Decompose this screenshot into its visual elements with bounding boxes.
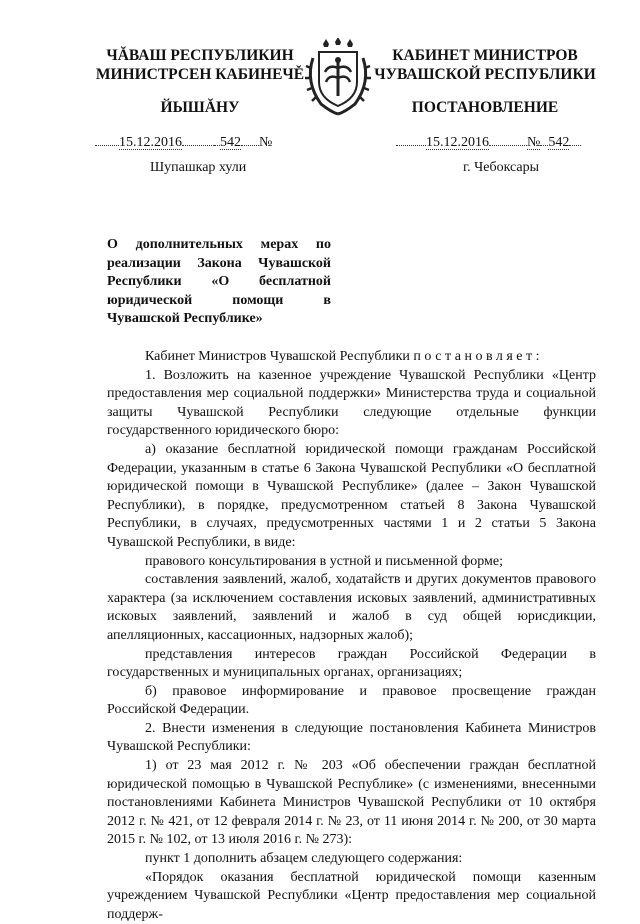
chuvash-emblem-icon	[301, 38, 375, 118]
paragraph-1a-item-2: составления заявлений, жалоб, ходатайств и других документов правового характера (за исключением составления исковых заявлений, административных исковых заявлений, заявлений и жалоб в суд общей юрисдикции, апелляционных, кассационных, надзорных жалоб);	[107, 572, 596, 643]
document-title: О дополнительных мерах по реализации Закона Чувашской Республики «О бесплатной юридической помощи в Чувашской Республике»	[107, 237, 331, 326]
left-number-sign: №	[259, 135, 273, 150]
paragraph-2-item-1: 1) от 23 мая 2012 г. № 203 «Об обеспечении граждан бесплатной юридической помощью в Чувашской Республике» (с изменениями, внесенными постановлениями Кабинета Министров Чувашской Республики от 10 октября 2012 г. № 421, от 12 февраля 2014 г. № 23, от 11 июня 2014 г. № 200, от 30 марта 2015 г. № 102, от 13 июля 2016 г. № 273):	[107, 758, 596, 848]
paragraph-1a-item-3: представления интересов граждан Российской Федерации в государственных и муниципальных органах, организациях;	[107, 646, 596, 681]
left-number: 542	[220, 135, 241, 150]
left-org-line1: ЧĂВАШ РЕСПУБЛИКИН	[106, 47, 294, 64]
paragraph-2-item-1b: «Порядок оказания бесплатной юридической помощи казенным учреждением Чувашской Республики «Центр предоставления мер социальной поддерж-	[107, 869, 596, 922]
intro-prefix: Кабинет Министров Чувашской Республики	[145, 349, 410, 364]
right-doc-type: ПОСТАНОВЛЕНИЕ	[411, 99, 559, 116]
paragraph-2: 2. Внести изменения в следующие постановления Кабинета Министров Чувашской Республики:	[107, 720, 596, 755]
paragraph-1: 1. Возложить на казенное учреждение Чувашской Республики «Центр предоставления мер социальной поддержки» Министерства труда и социальной защиты Чувашской Республики следующие отдельные функции государственного юридического бюро:	[107, 367, 596, 439]
right-date-number-line	[396, 131, 581, 151]
left-org-line2: МИНИСТРСЕН КАБИНЕЧĚ	[95, 66, 305, 83]
paragraph-1a: а) оказание бесплатной юридической помощи гражданам Российской Федерации, указанным в статье 6 Закона Чувашской Республики «О бесплатной юридической помощи в Чувашской Республике» (далее – Закон Чувашской Республики), в порядке, предусмотренном статьей 8 Закона Чувашской Республики, в случаях, предусмотренных частями 1 и 2 статьи 5 Закона Чувашской Республики, в виде:	[107, 441, 596, 550]
right-date: 15.12.2016	[426, 135, 489, 150]
left-place: Шупашкар хули	[150, 160, 247, 175]
right-org-name	[370, 46, 600, 84]
right-org-line1: КАБИНЕТ МИНИСТРОВ	[392, 47, 578, 64]
paragraph-2-item-1a: пункт 1 дополнить абзацем следующего содержания:	[145, 851, 463, 867]
left-date: 15.12.2016	[119, 135, 182, 150]
right-place: г. Чебоксары	[463, 160, 540, 175]
paragraph-1a-item-1: правового консультирования в устной и письменной форме;	[145, 553, 504, 569]
left-doc-type: ЙЫШĂНУ	[160, 99, 240, 116]
right-number-sign: №	[527, 135, 541, 150]
left-date-number-line	[95, 131, 272, 151]
intro-verb: постановляет:	[413, 349, 544, 364]
right-org-line2: ЧУВАШСКОЙ РЕСПУБЛИКИ	[374, 66, 596, 83]
paragraph-1b: б) правовое информирование и правовое просвещение граждан Российской Федерации.	[107, 683, 596, 718]
document-body	[107, 348, 596, 924]
left-org-name	[95, 46, 305, 84]
right-number: 542	[548, 135, 570, 150]
intro-paragraph	[107, 348, 596, 367]
